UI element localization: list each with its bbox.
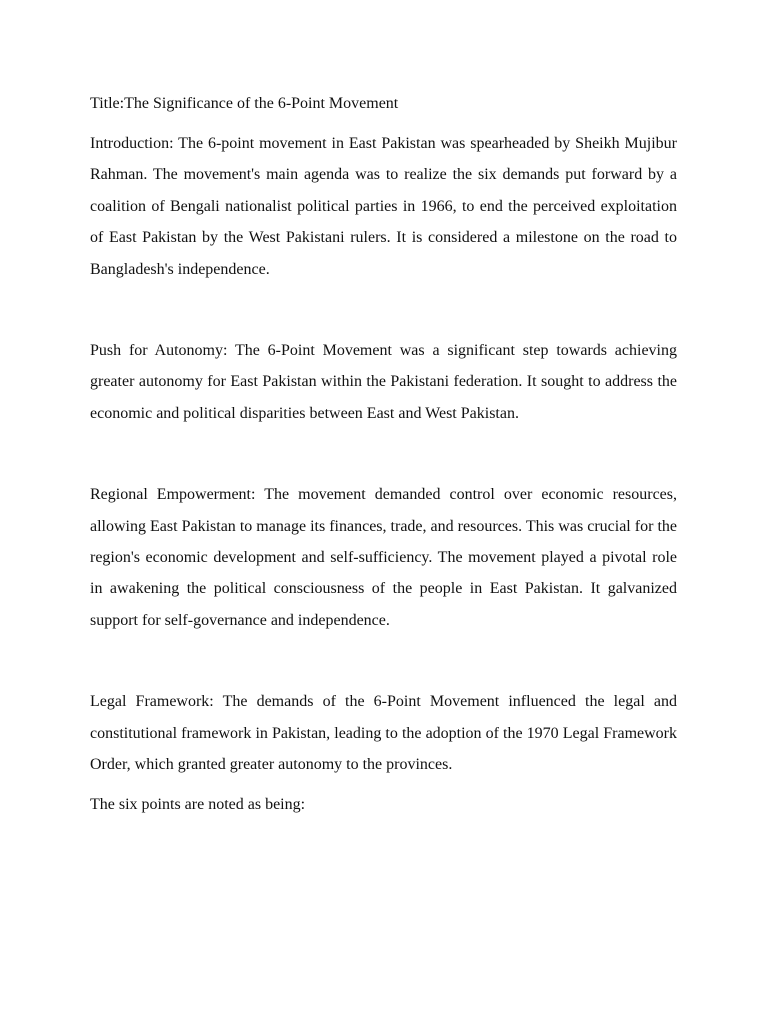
paragraph-legal-framework: Legal Framework: The demands of the 6-Point Movement influenced the legal and constitutional framework in Pakistan, leading to the adoption of the 1970 Legal Framework Order, which granted greater autonomy to the provinces.	[90, 693, 677, 774]
paragraph-regional-empowerment: Regional Empowerment: The movement demanded control over economic resources, allowing East Pakistan to manage its finances, trade, and resources. This was crucial for the region's economic development and self-sufficiency. The movement played a pivotal role in awakening the political consciousness of the people in East Pakistan. It galvanized support for self-governance and independence.	[90, 486, 677, 629]
paragraph-push-for-autonomy: Push for Autonomy: The 6-Point Movement was a significant step towards achieving greater autonomy for East Pakistan within the Pakistani federation. It sought to address the economic and political disparities between East and West Pakistan.	[90, 342, 677, 422]
paragraph-introduction: Introduction: The 6-point movement in East Pakistan was spearheaded by Sheikh Mujibur Rahman. The movement's main agenda was to realize the six demands put forward by a coalition of Bengali nationalist political parties in 1966, to end the perceived exploitation of East Pakistan by the West Pakistani rulers. It is considered a milestone on the road to Bangladesh's independence.	[90, 135, 677, 278]
document-title: Title:The Significance of the 6-Point Movement	[90, 95, 399, 112]
paragraph-six-points-intro: The six points are noted as being:	[90, 795, 306, 813]
document-page	[90, 88, 677, 820]
